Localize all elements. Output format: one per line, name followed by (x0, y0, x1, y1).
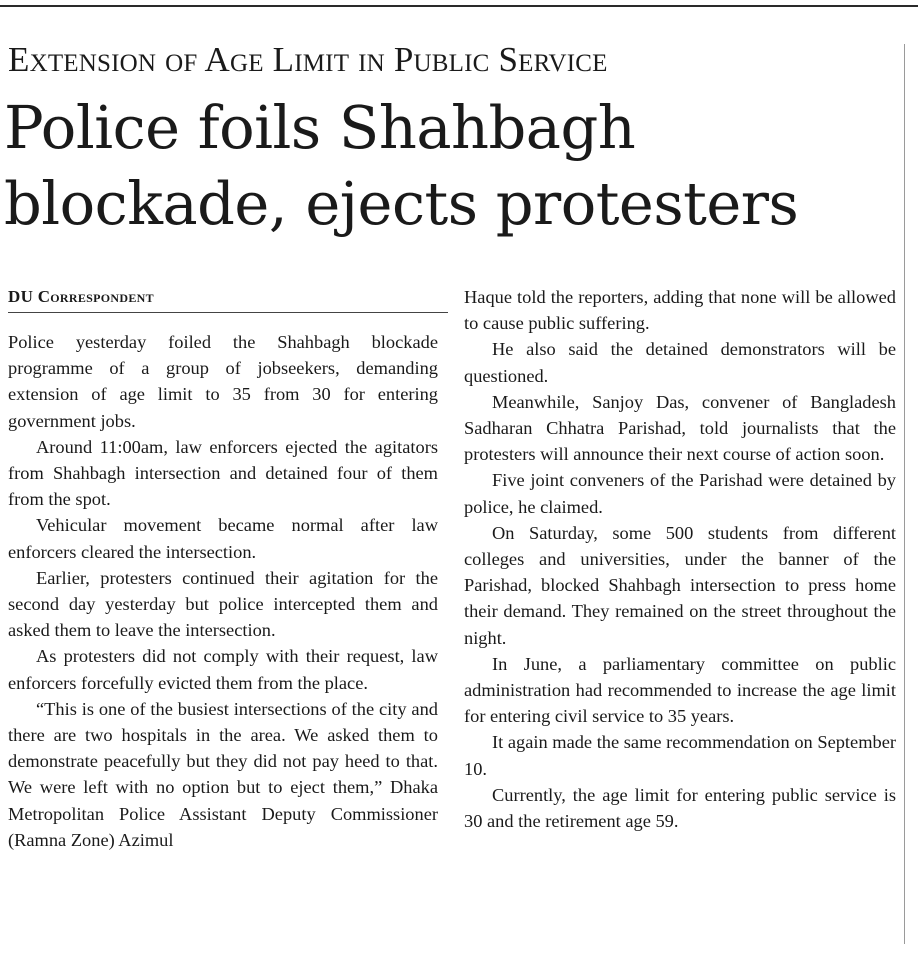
paragraph: In June, a parliamentary committee on public administration had recommended to increase the age limit for entering civil service to 35 years. (464, 653, 896, 727)
byline: DU Correspondent (8, 287, 154, 306)
paragraph: It again made the same recommendation on September 10. (464, 732, 896, 779)
paragraph: Earlier, protesters continued their agitation for the second day yesterday but police intercepted them and asked them to leave the intersection. (8, 567, 438, 641)
paragraph: Vehicular movement became normal after law enforcers cleared the intersection. (8, 515, 438, 562)
paragraph: Meanwhile, Sanjoy Das, convener of Bangladesh Sadharan Chhatra Parishad, told journalists that the protesters will announce their next course of action soon. (464, 391, 896, 465)
column-2 (464, 284, 896, 834)
column-1 (8, 329, 438, 853)
paragraph: As protesters did not comply with their request, law enforcers forcefully evicted them from the place. (8, 646, 438, 693)
paragraph: He also said the detained demonstrators will be questioned. (464, 339, 896, 386)
kicker: Extension of Age Limit in Public Service (8, 40, 608, 79)
paragraph: Haque told the reporters, adding that none will be allowed to cause public suffering. (464, 287, 896, 334)
headline: Police foils Shahbagh blockade, ejects protesters (4, 93, 799, 238)
paragraph: Five joint conveners of the Parishad were detained by police, he claimed. (464, 470, 896, 517)
paragraph: Around 11:00am, law enforcers ejected the agitators from Shahbagh intersection and detained four of them from the spot. (8, 436, 438, 510)
byline-rule (8, 312, 448, 313)
top-rule (0, 5, 918, 7)
right-edge-rule (904, 44, 905, 944)
paragraph: Police yesterday foiled the Shahbagh blockade programme of a group of jobseekers, demanding extension of age limit to 35 from 30 for entering government jobs. (8, 332, 438, 431)
paragraph: On Saturday, some 500 students from different colleges and universities, under the banner of the Parishad, blocked Shahbagh intersection to press home their demand. They remained on the street throughout the night. (464, 522, 896, 648)
paragraph: “This is one of the busiest intersections of the city and there are two hospitals in the area. We asked them to demonstrate peacefully but they did not pay heed to that. We were left with no option but to eject them,” Dhaka Metropolitan Police Assistant Deputy Commissioner (Ramna Zone) Azimul (8, 698, 438, 850)
paragraph: Currently, the age limit for entering public service is 30 and the retirement age 59. (464, 784, 896, 832)
